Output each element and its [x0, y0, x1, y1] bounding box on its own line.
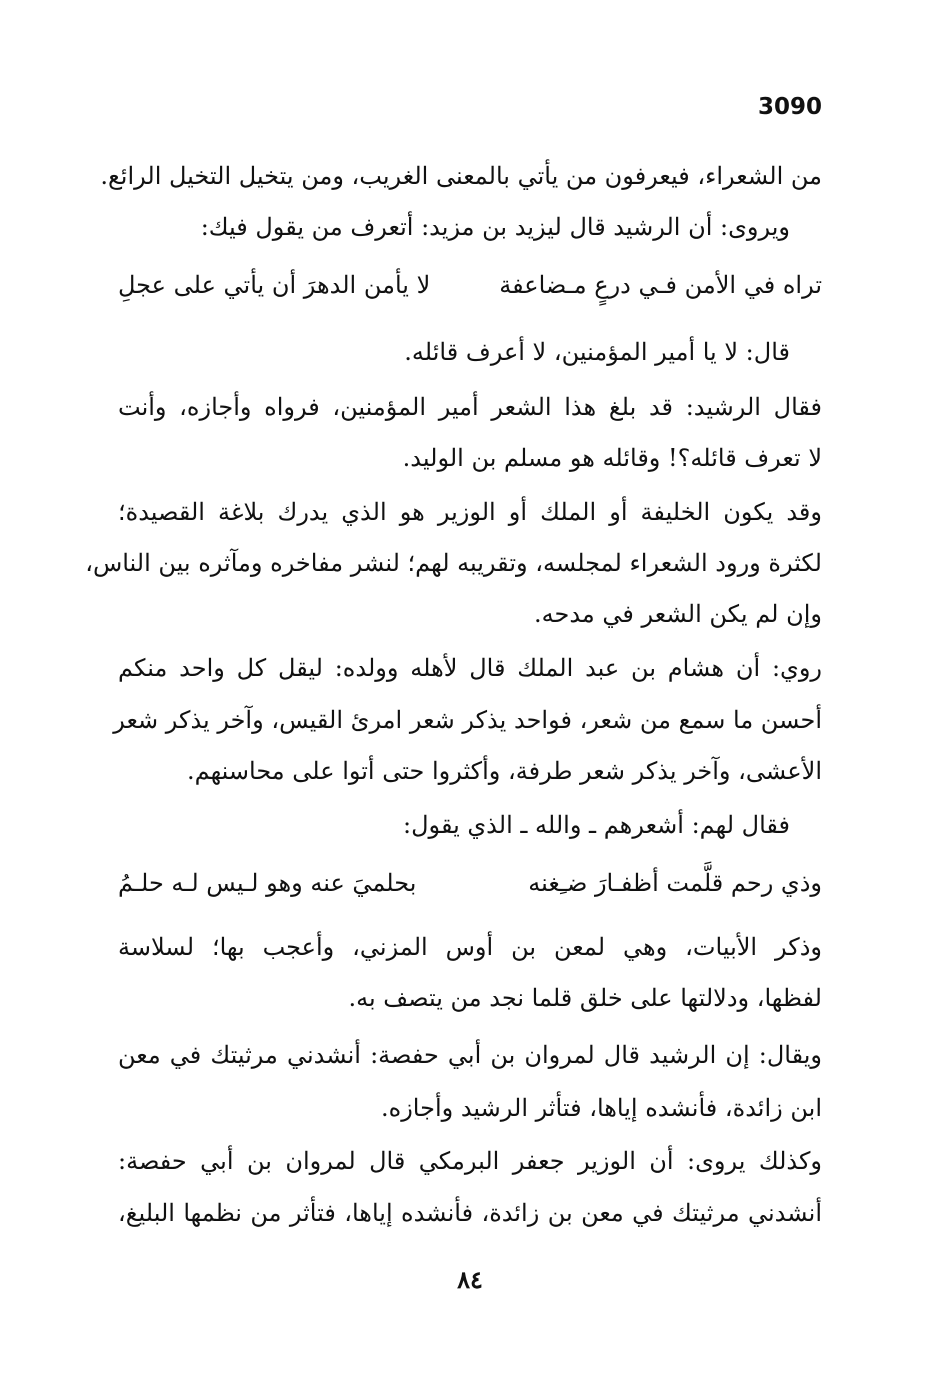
text-line: ابن زائدة، فأنشده إياها، فتأثر الرشيد وأجازه.	[381, 1094, 822, 1122]
text-line: الأعشى، وآخر يذكر شعر طرفة، وأكثروا حتى أتوا على محاسنهم.	[186, 757, 822, 785]
verse-second-hemistich: بحلميَ عنه وهو لـيس لـه حلـمُ	[118, 869, 417, 897]
text-line: قال: لا يا أمير المؤمنين، لا أعرف قائله.	[404, 338, 790, 366]
verse-first-hemistich: تراه في الأمن فـي درعٍ مـضاعفة	[499, 271, 822, 299]
text-line: لفظها، ودلالتها على خلق قلما نجد من يتصف به.	[348, 984, 822, 1012]
text-line: وإن لم يكن الشعر في مدحه.	[534, 600, 822, 628]
page-number: ٨٤	[457, 1265, 483, 1294]
text-line: لا تعرف قائله؟! وقائله هو مسلم بن الوليد.	[402, 444, 822, 472]
text-line: أنشدني مرثيتك في معن بن زائدة، فأنشده إياها، فتأثر من نظمها البليغ،	[118, 1199, 822, 1227]
text-line: ويروى: أن الرشيد قال ليزيد بن مزيد: أتعرف من يقول فيك:	[200, 213, 790, 241]
text-line: روي: أن هشام بن عبد الملك قال لأهله وولده: ليقل كل واحد منكم	[118, 654, 822, 682]
page-header-number: 3090	[757, 94, 822, 120]
text-line: لكثرة ورود الشعراء لمجلسه، وتقريبه لهم؛ لنشر مفاخره ومآثره بين الناس،	[85, 549, 822, 577]
text-line: فقال لهم: أشعرهم ـ والله ـ الذي يقول:	[403, 811, 790, 839]
text-line: من الشعراء، فيعرفون من يأتي بالمعنى الغريب، ومن يتخيل التخيل الرائع.	[100, 162, 822, 190]
text-line: وكذلك يروى: أن الوزير جعفر البرمكي قال لمروان بن أبي حفصة:	[118, 1147, 822, 1175]
text-line: وقد يكون الخليفة أو الملك أو الوزير هو الذي يدرك بلاغة القصيدة؛	[118, 498, 822, 526]
text-line: وذكر الأبيات، وهي لمعن بن أوس المزني، وأعجب بها؛ لسلاسة	[118, 933, 822, 961]
verse-first-hemistich: وذي رحم قلَّمت أظفـارَ ضـِغنه	[528, 869, 822, 897]
text-line: ويقال: إن الرشيد قال لمروان بن أبي حفصة: أنشدني مرثيتك في معن	[118, 1041, 822, 1069]
text-line: فقال الرشيد: قد بلغ هذا الشعر أمير المؤمنين، فرواه وأجازه، وأنت	[118, 393, 822, 421]
text-line: أحسن ما سمع من شعر، فواحد يذكر شعر امرئ القيس، وآخر يذكر شعر	[113, 706, 822, 734]
verse-second-hemistich: لا يأمن الدهرَ أن يأتي على عجلِ	[118, 271, 431, 299]
